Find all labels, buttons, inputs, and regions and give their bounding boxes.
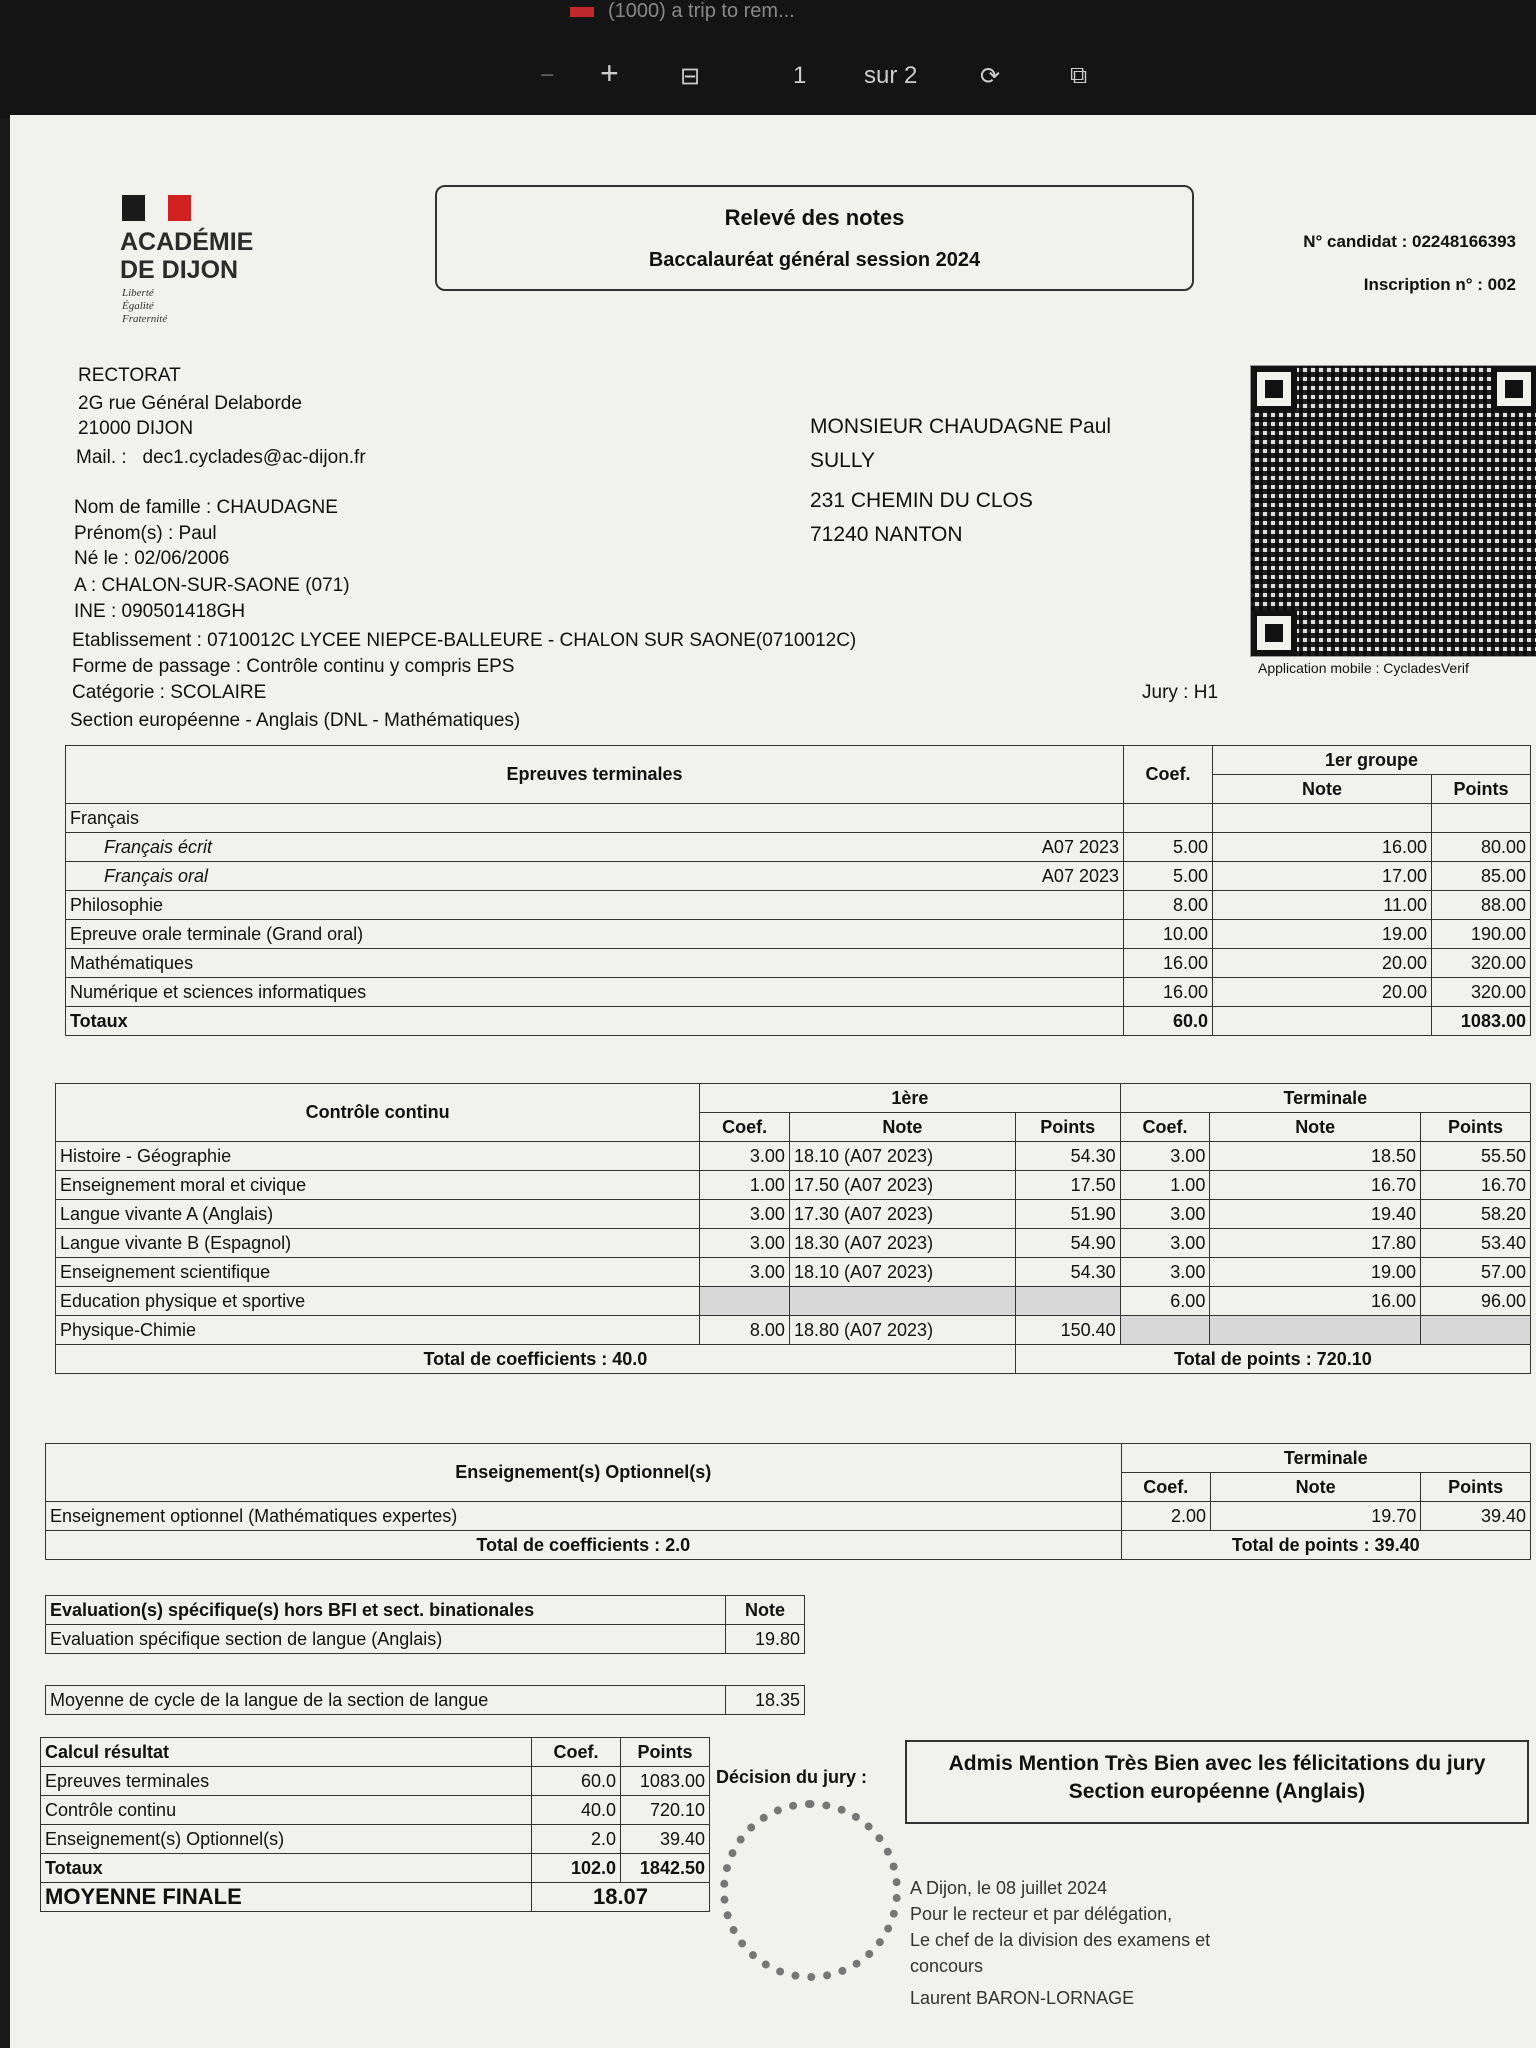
prenom: Prénom(s) : Paul	[74, 523, 217, 544]
totals-row: Totaux 102.0 1842.50	[41, 1854, 710, 1883]
header-coef: Coef.	[1124, 746, 1213, 804]
qr-finder	[1251, 610, 1297, 656]
controle-continu-table: Contrôle continu 1ère Terminale Coef. Note Points Coef. Note Points Histoire - Géographie 3.00 18.10 (A07 2023) 54.30 3.00 18.50 55.50 Enseignement moral et civique 1.00 17.50 (A07 2023) 17.50 1.00 16.70 16.70 Langue vivante A (Anglais) 3.00 17.30 (A07 2023) 51.90 3.00 19.40 58.20 Langue vivante B (Espagnol) 3.00 18.30 (A07 2023) 54.90 3.00 17.80 53.40 Enseignement scientifique 3.00 18.10 (A07 2023) 54.30 3.00 19.00 57.00 Education physique et sportive 6.00 16.00 96.00 Physique-Chimie 8.00 18.80 (A07 2023) 150.40 Total de coefficients : 40.0 Total de points : 720.10	[55, 1083, 1531, 1374]
qr-caption: Application mobile : CycladesVerif	[1258, 660, 1469, 676]
inscription-number: Inscription n° : 002	[1363, 275, 1516, 294]
table-row: Français écrit A07 2023 5.00 16.00 80.00	[66, 833, 1531, 862]
republic-motto: Liberté Égalité Fraternité	[122, 287, 168, 325]
document-subtitle: Baccalauréat général session 2024	[648, 249, 981, 271]
header-points: Points	[1432, 775, 1531, 804]
rotate-icon[interactable]: ⟳	[980, 63, 1001, 90]
totals-row: Total de coefficients : 2.0 Total de points : 39.40	[46, 1531, 1531, 1560]
table-row: Numérique et sciences informatiques 16.00 20.00 320.00	[66, 978, 1531, 1007]
nom-de-famille: Nom de famille : CHAUDAGNE	[74, 497, 338, 518]
table-row: Enseignement optionnel (Mathématiques expertes) 2.00 19.70 39.40	[46, 1502, 1531, 1531]
table-row: Enseignement scientifique 3.00 18.10 (A07 2023) 54.30 3.00 19.00 57.00	[56, 1258, 1531, 1287]
section: Section européenne - Anglais (DNL - Mathématiques)	[70, 710, 521, 731]
table-row: Histoire - Géographie 3.00 18.10 (A07 2023) 54.30 3.00 18.50 55.50	[56, 1142, 1531, 1171]
fit-page-icon[interactable]: ⊟	[680, 63, 701, 90]
official-seal-icon	[720, 1800, 901, 1981]
table-row: Français oral A07 2023 5.00 17.00 85.00	[66, 862, 1531, 891]
table-row: Mathématiques 16.00 20.00 320.00	[66, 949, 1531, 978]
moyenne-langue-table	[45, 1685, 805, 1715]
table-row: Moyenne de cycle de la langue de la section de langue 18.35	[46, 1686, 805, 1715]
table-row: Langue vivante B (Espagnol) 3.00 18.30 (A07 2023) 54.90 3.00 17.80 53.40	[56, 1229, 1531, 1258]
calcul-resultat-table: Calcul résultat Coef. Points Epreuves terminales 60.0 1083.00 Contrôle continu 40.0 720.10 Enseignement(s) Optionnel(s) 2.0 39.40 Totaux 102.0 1842.50 MOYENNE FINALE 18.07	[40, 1737, 710, 1912]
ine: INE : 090501418GH	[74, 601, 246, 622]
rectorat-mail: Mail. : dec1.cyclades@ac-dijon.fr	[76, 447, 366, 468]
header-1er-groupe: 1er groupe	[1213, 746, 1531, 775]
page-number-input[interactable]: 1	[793, 62, 807, 89]
table-row: Contrôle continu 40.0 720.10	[41, 1796, 710, 1825]
table-row: Education physique et sportive 6.00 16.00 96.00	[56, 1287, 1531, 1316]
qr-finder	[1491, 366, 1536, 412]
academie-logo-text: ACADÉMIE DE DIJON	[120, 228, 254, 284]
table-row: Français	[66, 804, 1531, 833]
document-title: Relevé des notes	[724, 205, 905, 230]
pdf-viewer-toolbar	[0, 0, 1536, 118]
two-page-view-icon[interactable]: ⧉	[1070, 62, 1088, 89]
rectorat-line: RECTORAT	[78, 365, 181, 386]
decision-label: Décision du jury :	[716, 1767, 868, 1787]
table-row: Epreuves terminales 60.0 1083.00	[41, 1767, 710, 1796]
zoom-in-icon[interactable]: +	[600, 55, 619, 91]
zoom-out-icon[interactable]: −	[540, 62, 555, 89]
lieu-naissance: A : CHALON-SUR-SAONE (071)	[74, 575, 350, 596]
page-count: sur 2	[864, 62, 918, 89]
forme-passage: Forme de passage : Contrôle continu y compris EPS	[72, 656, 515, 677]
enseignements-optionnels-table: Enseignement(s) Optionnel(s) Terminale Coef. Note Points Enseignement optionnel (Mathématiques expertes) 2.00 19.70 39.40 Total de coefficients : 2.0 Total de points : 39.40	[45, 1443, 1531, 1560]
table-row: Philosophie 8.00 11.00 88.00	[66, 891, 1531, 920]
document-title-box	[435, 185, 1194, 291]
marianne-flag-icon	[122, 195, 192, 221]
jury: Jury : H1	[1142, 682, 1219, 703]
table-row: Epreuve orale terminale (Grand oral) 10.00 19.00 190.00	[66, 920, 1531, 949]
jury-decision-box: Admis Mention Très Bien avec les félicitations du jury Section européenne (Anglais)	[905, 1740, 1529, 1824]
browser-tab-hint[interactable]: (1000) a trip to rem...	[570, 0, 795, 23]
recipient-name: MONSIEUR CHAUDAGNE Paul	[810, 415, 1112, 438]
header-controle: Contrôle continu	[56, 1084, 700, 1142]
epreuves-terminales-table	[65, 745, 1531, 1036]
rectorat-city: 21000 DIJON	[78, 418, 194, 439]
qr-code	[1250, 365, 1536, 657]
moyenne-finale-row: MOYENNE FINALE 18.07	[41, 1883, 710, 1912]
table-row: Physique-Chimie 8.00 18.80 (A07 2023) 150.40	[56, 1316, 1531, 1345]
candidate-number: N° candidat : 02248166393	[1303, 232, 1516, 251]
categorie: Catégorie : SCOLAIRE	[72, 682, 267, 703]
totals-row: Total de coefficients : 40.0 Total de points : 720.10	[56, 1345, 1531, 1374]
etablissement: Etablissement : 0710012C LYCEE NIEPCE-BALLEURE - CHALON SUR SAONE(0710012C)	[72, 630, 857, 651]
header-epreuves: Epreuves terminales	[66, 746, 1124, 804]
signature-block: A Dijon, le 08 juillet 2024 Pour le recteur et par délégation, Le chef de la division des examens et concours Laurent BARON-LORNAGE	[910, 1878, 1211, 2008]
table-row: Enseignement(s) Optionnel(s) 2.0 39.40	[41, 1825, 710, 1854]
recipient-city: 71240 NANTON	[810, 523, 963, 546]
qr-finder	[1251, 366, 1297, 412]
totals-row: Totaux 60.0 1083.00	[66, 1007, 1531, 1036]
date-naissance: Né le : 02/06/2006	[74, 548, 230, 569]
header-terminale: Terminale	[1120, 1084, 1530, 1113]
recipient-street: 231 CHEMIN DU CLOS	[810, 489, 1033, 512]
header-1ere: 1ère	[700, 1084, 1120, 1113]
rectorat-address: 2G rue Général Delaborde	[78, 393, 302, 414]
evaluation-specifique-table: Evaluation(s) spécifique(s) hors BFI et sect. binationales Note Evaluation spécifique section de langue (Anglais) 19.80	[45, 1595, 805, 1654]
header-note: Note	[1213, 775, 1432, 804]
table-row: Enseignement moral et civique 1.00 17.50 (A07 2023) 17.50 1.00 16.70 16.70	[56, 1171, 1531, 1200]
recipient-line2: SULLY	[810, 449, 875, 472]
table-row: Evaluation spécifique section de langue (Anglais) 19.80	[46, 1625, 805, 1654]
youtube-icon	[570, 7, 594, 17]
document-page	[10, 115, 1536, 2048]
table-row: Langue vivante A (Anglais) 3.00 17.30 (A07 2023) 51.90 3.00 19.40 58.20	[56, 1200, 1531, 1229]
